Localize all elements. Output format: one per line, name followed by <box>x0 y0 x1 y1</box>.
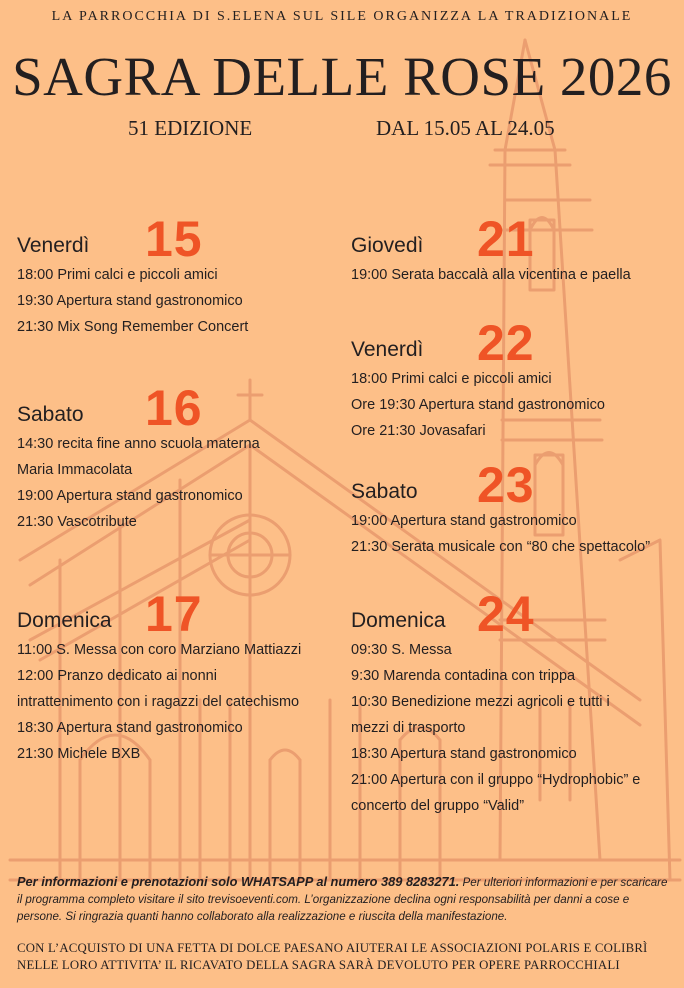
event-item: 18:30 Apertura stand gastronomico <box>351 746 577 762</box>
day-name: Domenica <box>351 609 446 632</box>
event-item: 09:30 S. Messa <box>351 642 452 658</box>
organizer-line: LA PARROCCHIA DI S.ELENA SUL SILE ORGANIZZA LA TRADIZIONALE <box>51 9 633 24</box>
event-item: Maria Immacolata <box>17 462 133 478</box>
event-item: 18:00 Primi calci e piccoli amici <box>17 267 218 283</box>
event-item: 21:30 Mix Song Remember Concert <box>17 319 249 335</box>
event-item: 11:00 S. Messa con coro Marziano Mattiazzi <box>17 642 302 658</box>
day-number: 21 <box>477 211 535 267</box>
edition-label: 51 EDIZIONE <box>128 116 253 140</box>
day-number: 22 <box>477 315 535 371</box>
day-block-16 <box>17 380 260 535</box>
day-name: Sabato <box>17 403 84 426</box>
day-number: 15 <box>145 211 203 267</box>
event-item: 10:30 Benedizione mezzi agricoli e tutti i <box>351 694 610 710</box>
event-item: Ore 21:30 Jovasafari <box>351 423 486 439</box>
day-number: 24 <box>477 586 535 642</box>
day-name: Giovedì <box>351 234 424 257</box>
info-details: Per ulteriori informazioni e per scaricare il programma completo visitare il sito trevisoeventi.com. L’organizzazione declina ogni responsabilità per danni a cose e persone. Si ringrazia quanti hanno collaborato alla realizzazione e riuscita della manifestazione. <box>17 876 668 923</box>
day-block-17 <box>17 586 302 767</box>
event-item: 21:00 Apertura con il gruppo “Hydrophobic” e <box>351 772 641 788</box>
day-name: Domenica <box>17 609 112 632</box>
day-block-21 <box>351 211 631 288</box>
day-block-15 <box>17 211 249 340</box>
event-item: 19:00 Serata baccalà alla vicentina e paella <box>351 267 631 283</box>
info-contact: Per informazioni e prenotazioni solo WHATSAPP al numero 389 8283271. <box>17 874 460 889</box>
day-block-23 <box>351 457 651 560</box>
event-item: mezzi di trasporto <box>351 720 466 736</box>
day-number: 16 <box>145 380 203 436</box>
day-number: 17 <box>145 586 203 642</box>
day-number: 23 <box>477 457 535 513</box>
event-item: 21:30 Serata musicale con “80 che spettacolo” <box>351 539 651 555</box>
event-item: Ore 19:30 Apertura stand gastronomico <box>351 397 605 413</box>
event-item: 19:00 Apertura stand gastronomico <box>17 488 243 504</box>
day-block-22 <box>351 315 605 444</box>
bottom-line-1: CON L’ACQUISTO DI UNA FETTA DI DOLCE PAESANO AIUTERAI LE ASSOCIAZIONI POLARIS E COLIBRÌ <box>17 941 648 955</box>
bottom-line-2: NELLE LORO ATTIVITA’ IL RICAVATO DELLA SAGRA SARÀ DEVOLUTO PER OPERE PARROCCHIALI <box>17 958 620 972</box>
date-range: DAL 15.05 AL 24.05 <box>376 116 555 140</box>
event-item: 21:30 Vascotribute <box>17 514 137 530</box>
day-block-24 <box>351 586 641 819</box>
event-item: 21:30 Michele BXB <box>17 746 141 762</box>
event-item: 12:00 Pranzo dedicato ai nonni <box>17 668 217 684</box>
event-item: 18:30 Apertura stand gastronomico <box>17 720 243 736</box>
event-item: intrattenimento con i ragazzi del catechismo <box>17 694 300 710</box>
bottom-note <box>17 940 677 974</box>
event-item: 9:30 Marenda contadina con trippa <box>351 668 576 684</box>
day-name: Venerdì <box>17 234 90 257</box>
day-name: Venerdì <box>351 338 424 361</box>
event-item: 19:30 Apertura stand gastronomico <box>17 293 243 309</box>
event-item: 14:30 recita fine anno scuola materna <box>17 436 260 452</box>
event-item: 18:00 Primi calci e piccoli amici <box>351 371 552 387</box>
event-item: concerto del gruppo “Valid” <box>351 798 525 814</box>
day-name: Sabato <box>351 480 418 503</box>
info-paragraph <box>17 873 673 925</box>
event-item: 19:00 Apertura stand gastronomico <box>351 513 577 529</box>
event-title: SAGRA DELLE ROSE 2026 <box>12 46 672 107</box>
